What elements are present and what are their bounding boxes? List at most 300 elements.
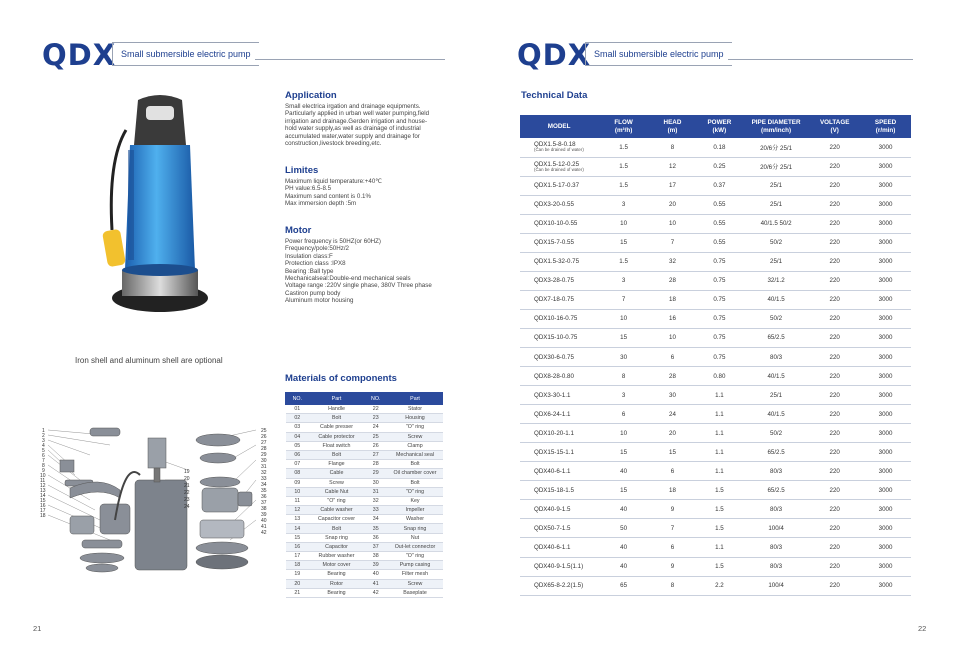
head-cell: 28 [649,367,696,386]
pipe-cell: 65/2.5 [743,443,809,462]
table-row [286,460,443,469]
table-cell: 28 [364,460,388,469]
table-row [520,290,911,309]
callout-label: 15 [40,498,46,504]
tech-header: SPEED (r/min) [860,115,911,138]
table-cell: Out-let connector [388,542,443,551]
table-cell: 11 [286,496,310,505]
table-row [520,443,911,462]
table-cell: 23 [364,414,388,423]
head-cell: 8 [649,138,696,157]
model-cell: QDX40-6-1.1 [520,462,598,481]
table-cell: Float switch [309,441,364,450]
power-cell: 0.75 [696,290,743,309]
voltage-cell: 220 [809,538,860,557]
speed-cell: 3000 [860,328,911,347]
model-cell: QDX15-7-0.55 [520,233,598,252]
pipe-cell: 20/6分 25/1 [743,138,809,157]
power-cell: 0.18 [696,138,743,157]
table-cell: 36 [364,533,388,542]
table-cell: Cable Nut [309,487,364,496]
table-cell: 34 [364,515,388,524]
table-row [286,515,443,524]
power-cell: 1.1 [696,443,743,462]
flow-cell: 50 [598,519,649,538]
voltage-cell: 220 [809,271,860,290]
power-cell: 1.1 [696,462,743,481]
table-cell: 41 [364,579,388,588]
table-row [520,138,911,157]
model-cell: QDX40-6-1.1 [520,538,598,557]
table-cell: 30 [364,478,388,487]
callout-label: 35 [261,488,267,494]
table-cell: Snap ring [388,524,443,533]
speed-cell: 3000 [860,576,911,595]
callout-label: 18 [40,513,46,519]
callout-label: 39 [261,512,267,518]
brand-logo: QDX [42,38,117,72]
technical-data-title: Technical Data [521,90,588,101]
table-row [520,348,911,367]
table-row [286,414,443,423]
model-cell: QDX1.5-17-0.37 [520,176,598,195]
model-cell: QDX10-16-0.75 [520,309,598,328]
flow-cell: 10 [598,309,649,328]
table-cell: 40 [364,570,388,579]
table-cell: Flange [309,460,364,469]
table-cell: Cable protector [309,432,364,441]
pipe-cell: 80/3 [743,348,809,367]
flow-cell: 8 [598,367,649,386]
table-cell: Capacitor [309,542,364,551]
power-cell: 0.75 [696,348,743,367]
callout-label: 38 [261,506,267,512]
callout-label: 14 [40,493,46,499]
head-cell: 12 [649,157,696,176]
speed-cell: 3000 [860,481,911,500]
table-row [520,367,911,386]
head-cell: 7 [649,519,696,538]
callout-label: 4 [42,443,45,449]
application-text: Small electrica irgation and drainage equipments. Particularly applied in urban well water pumping,field irrigation and drainage.Gerden irrigation and house- hold water supply,as well as drainage of industrial accumulated water,water supply and drainage for construction,livestock breeding,etc. [285,103,430,148]
table-cell: "O" ring [388,552,443,561]
flow-cell: 7 [598,290,649,309]
callout-label: 30 [261,458,267,464]
model-cell: QDX30-6-0.75 [520,348,598,367]
model-cell: QDX10-10-0.55 [520,214,598,233]
page-number: 21 [33,624,42,633]
table-row [286,469,443,478]
table-cell: 07 [286,460,310,469]
table-cell: Key [388,496,443,505]
table-cell: Screw [388,432,443,441]
callout-label: 29 [261,452,267,458]
callout-label: 27 [261,440,267,446]
table-cell: 37 [364,542,388,551]
table-cell: 13 [286,515,310,524]
head-cell: 10 [649,328,696,347]
table-row [520,328,911,347]
flow-cell: 3 [598,386,649,405]
tech-header: VOLTAGE (V) [809,115,860,138]
head-cell: 28 [649,271,696,290]
power-cell: 1.5 [696,557,743,576]
pipe-cell: 80/3 [743,500,809,519]
table-cell: "O" ring [309,496,364,505]
power-cell: 2.2 [696,576,743,595]
flow-cell: 3 [598,195,649,214]
head-cell: 10 [649,214,696,233]
head-cell: 6 [649,538,696,557]
callout-label: 5 [42,448,45,454]
table-row [286,423,443,432]
callout-label: 37 [261,500,267,506]
speed-cell: 3000 [860,290,911,309]
shell-caption: Iron shell and aluminum shell are optional [75,356,223,365]
speed-cell: 3000 [860,252,911,271]
table-cell: 04 [286,432,310,441]
voltage-cell: 220 [809,481,860,500]
pipe-cell: 32/1.2 [743,271,809,290]
table-cell: 15 [286,533,310,542]
power-cell: 0.75 [696,271,743,290]
callout-label: 40 [261,518,267,524]
table-row [520,195,911,214]
table-cell: 09 [286,478,310,487]
table-cell: 35 [364,524,388,533]
table-cell: Screw [309,478,364,487]
table-row [286,561,443,570]
speed-cell: 3000 [860,214,911,233]
pipe-cell: 40/1.5 50/2 [743,214,809,233]
pipe-cell: 50/2 [743,309,809,328]
pipe-cell: 80/3 [743,462,809,481]
flow-cell: 3 [598,271,649,290]
table-row [520,462,911,481]
application-title: Application [285,90,337,101]
speed-cell: 3000 [860,348,911,367]
materials-title: Materials of components [285,373,397,384]
table-cell: 12 [286,506,310,515]
speed-cell: 3000 [860,424,911,443]
table-cell: 32 [364,496,388,505]
table-cell: Housing [388,414,443,423]
pipe-cell: 50/2 [743,424,809,443]
flow-cell: 15 [598,233,649,252]
table-cell: 31 [364,487,388,496]
table-cell: Cable washer [309,506,364,515]
flow-cell: 40 [598,462,649,481]
model-note: (Can be drained of water) [534,166,584,172]
model-cell: QDX1.5-8-0.18 (Can be drained of water) [520,138,598,157]
pipe-cell: 20/6分 25/1 [743,157,809,176]
table-cell: 03 [286,423,310,432]
table-cell: Handle [309,405,364,414]
table-cell: 22 [364,405,388,414]
callout-label: 20 [184,476,190,482]
limites-title: Limites [285,165,319,176]
table-row [520,424,911,443]
table-row [286,542,443,551]
table-row [286,552,443,561]
model-cell: QDX3-20-0.55 [520,195,598,214]
table-cell: Mechanical seal [388,450,443,459]
model-cell: QDX65-8-2.2(1.5) [520,576,598,595]
callout-label: 3 [42,438,45,444]
power-cell: 0.75 [696,309,743,328]
exploded-view-diagram [30,420,275,590]
table-cell: 21 [286,588,310,597]
model-cell: QDX50-7-1.5 [520,519,598,538]
power-cell: 1.1 [696,405,743,424]
callout-label: 24 [184,504,190,510]
table-cell: 08 [286,469,310,478]
subtitle-rule [255,59,445,60]
speed-cell: 3000 [860,157,911,176]
table-row [286,441,443,450]
table-cell: Nut [388,533,443,542]
voltage-cell: 220 [809,176,860,195]
power-cell: 1.1 [696,424,743,443]
table-row [520,252,911,271]
materials-header: Part [388,393,443,405]
table-cell: 02 [286,414,310,423]
head-cell: 18 [649,290,696,309]
callout-label: 6 [42,453,45,459]
table-cell: Bolt [309,450,364,459]
subtitle-rule [728,59,913,60]
callout-label: 9 [42,468,45,474]
materials-header: NO. [364,393,388,405]
callout-label: 2 [42,433,45,439]
table-row [520,538,911,557]
model-note: (Can be drained of water) [534,147,584,153]
head-cell: 20 [649,195,696,214]
table-cell: Motor cover [309,561,364,570]
voltage-cell: 220 [809,309,860,328]
tech-header: FLOW (m³/h) [598,115,649,138]
model-cell: QDX3-30-1.1 [520,386,598,405]
callout-label: 42 [261,530,267,536]
model-cell: QDX40-9-1.5(1.1) [520,557,598,576]
model-cell: QDX7-18-0.75 [520,290,598,309]
tech-header: PIPE DIAMETER (mm/inch) [743,115,809,138]
voltage-cell: 220 [809,576,860,595]
table-cell: Bearing [309,570,364,579]
pipe-cell: 100/4 [743,519,809,538]
power-cell: 0.55 [696,214,743,233]
tech-header: MODEL [520,115,598,138]
speed-cell: 3000 [860,195,911,214]
speed-cell: 3000 [860,309,911,328]
head-cell: 9 [649,557,696,576]
power-cell: 1.1 [696,386,743,405]
table-cell: 06 [286,450,310,459]
voltage-cell: 220 [809,328,860,347]
voltage-cell: 220 [809,233,860,252]
callout-label: 33 [261,476,267,482]
model-cell: QDX6-24-1.1 [520,405,598,424]
table-row [520,309,911,328]
speed-cell: 3000 [860,519,911,538]
table-row [520,481,911,500]
callout-label: 7 [42,458,45,464]
table-cell: 25 [364,432,388,441]
table-cell: Bolt [388,478,443,487]
head-cell: 30 [649,386,696,405]
flow-cell: 40 [598,500,649,519]
table-cell: Snap ring [309,533,364,542]
speed-cell: 3000 [860,538,911,557]
table-cell: 29 [364,469,388,478]
subtitle: Small submersible electric pump [585,42,732,66]
table-row [286,533,443,542]
flow-cell: 65 [598,576,649,595]
voltage-cell: 220 [809,195,860,214]
head-cell: 6 [649,348,696,367]
callout-label: 36 [261,494,267,500]
model-cell: QDX40-9-1.5 [520,500,598,519]
table-cell: 33 [364,506,388,515]
table-cell: Filter mesh [388,570,443,579]
head-cell: 8 [649,576,696,595]
head-cell: 18 [649,481,696,500]
head-cell: 24 [649,405,696,424]
table-row [520,576,911,595]
callout-label: 31 [261,464,267,470]
speed-cell: 3000 [860,557,911,576]
callout-label: 11 [40,478,46,484]
voltage-cell: 220 [809,138,860,157]
flow-cell: 1.5 [598,157,649,176]
table-cell: 24 [364,423,388,432]
table-row [520,386,911,405]
table-cell: Rubber washer [309,552,364,561]
limites-text: Maximum liquid temperature:+40℃ PH value:6.5-8.5 Maximum sand content is 0.1% Max immersion depth :5m [285,178,383,208]
table-row [286,496,443,505]
flow-cell: 1.5 [598,176,649,195]
voltage-cell: 220 [809,424,860,443]
head-cell: 15 [649,443,696,462]
page-number: 22 [918,624,927,633]
motor-title: Motor [285,225,312,236]
table-cell: 10 [286,487,310,496]
power-cell: 1.5 [696,500,743,519]
subtitle: Small submersible electric pump [112,42,259,66]
power-cell: 0.37 [696,176,743,195]
table-cell: 01 [286,405,310,414]
table-cell: 16 [286,542,310,551]
head-cell: 6 [649,462,696,481]
materials-header: Part [309,393,364,405]
flow-cell: 10 [598,214,649,233]
flow-cell: 15 [598,328,649,347]
power-cell: 0.25 [696,157,743,176]
table-cell: 38 [364,552,388,561]
voltage-cell: 220 [809,462,860,481]
materials-table [285,392,443,598]
flow-cell: 15 [598,443,649,462]
table-row [520,214,911,233]
model-cell: QDX3-28-0.75 [520,271,598,290]
voltage-cell: 220 [809,157,860,176]
table-row [286,506,443,515]
technical-data-table [520,115,911,596]
callout-label: 19 [184,469,190,475]
table-cell: Pump casing [388,561,443,570]
pipe-cell: 65/2.5 [743,481,809,500]
power-cell: 0.80 [696,367,743,386]
pipe-cell: 40/1.5 [743,367,809,386]
voltage-cell: 220 [809,557,860,576]
model-cell: QDX15-15-1.1 [520,443,598,462]
table-cell: 39 [364,561,388,570]
model-cell: QDX1.5-12-0.25 (Can be drained of water) [520,157,598,176]
table-cell: Bearing [309,588,364,597]
table-row [286,405,443,414]
table-cell: 42 [364,588,388,597]
table-cell: Baseplate [388,588,443,597]
callout-label: 34 [261,482,267,488]
callout-label: 21 [184,483,190,489]
callout-label: 10 [40,473,46,479]
pipe-cell: 50/2 [743,233,809,252]
table-cell: Bolt [309,524,364,533]
table-row [286,478,443,487]
table-cell: 14 [286,524,310,533]
flow-cell: 1.5 [598,252,649,271]
voltage-cell: 220 [809,500,860,519]
callout-label: 16 [40,503,46,509]
pipe-cell: 65/2.5 [743,328,809,347]
brand-logo: QDX [517,38,592,72]
speed-cell: 3000 [860,386,911,405]
tech-header: HEAD (m) [649,115,696,138]
model-cell: QDX15-18-1.5 [520,481,598,500]
model-cell: QDX8-28-0.80 [520,367,598,386]
pump-illustration [100,90,220,315]
table-row [286,432,443,441]
head-cell: 17 [649,176,696,195]
table-row [520,176,911,195]
voltage-cell: 220 [809,519,860,538]
voltage-cell: 220 [809,214,860,233]
table-cell: Cable presser [309,423,364,432]
table-cell: Stator [388,405,443,414]
table-row [520,271,911,290]
table-cell: 17 [286,552,310,561]
table-cell: Washer [388,515,443,524]
table-cell: 27 [364,450,388,459]
table-cell: 18 [286,561,310,570]
head-cell: 7 [649,233,696,252]
speed-cell: 3000 [860,405,911,424]
model-cell: QDX1.5-32-0.75 [520,252,598,271]
callout-label: 1 [42,428,45,434]
voltage-cell: 220 [809,252,860,271]
pipe-cell: 40/1.5 [743,405,809,424]
callout-label: 41 [261,524,267,530]
callout-label: 28 [261,446,267,452]
speed-cell: 3000 [860,443,911,462]
pipe-cell: 80/3 [743,557,809,576]
table-cell: Screw [388,579,443,588]
speed-cell: 3000 [860,500,911,519]
table-cell: Oil chamber cover [388,469,443,478]
flow-cell: 1.5 [598,138,649,157]
voltage-cell: 220 [809,386,860,405]
table-cell: "O" ring [388,423,443,432]
